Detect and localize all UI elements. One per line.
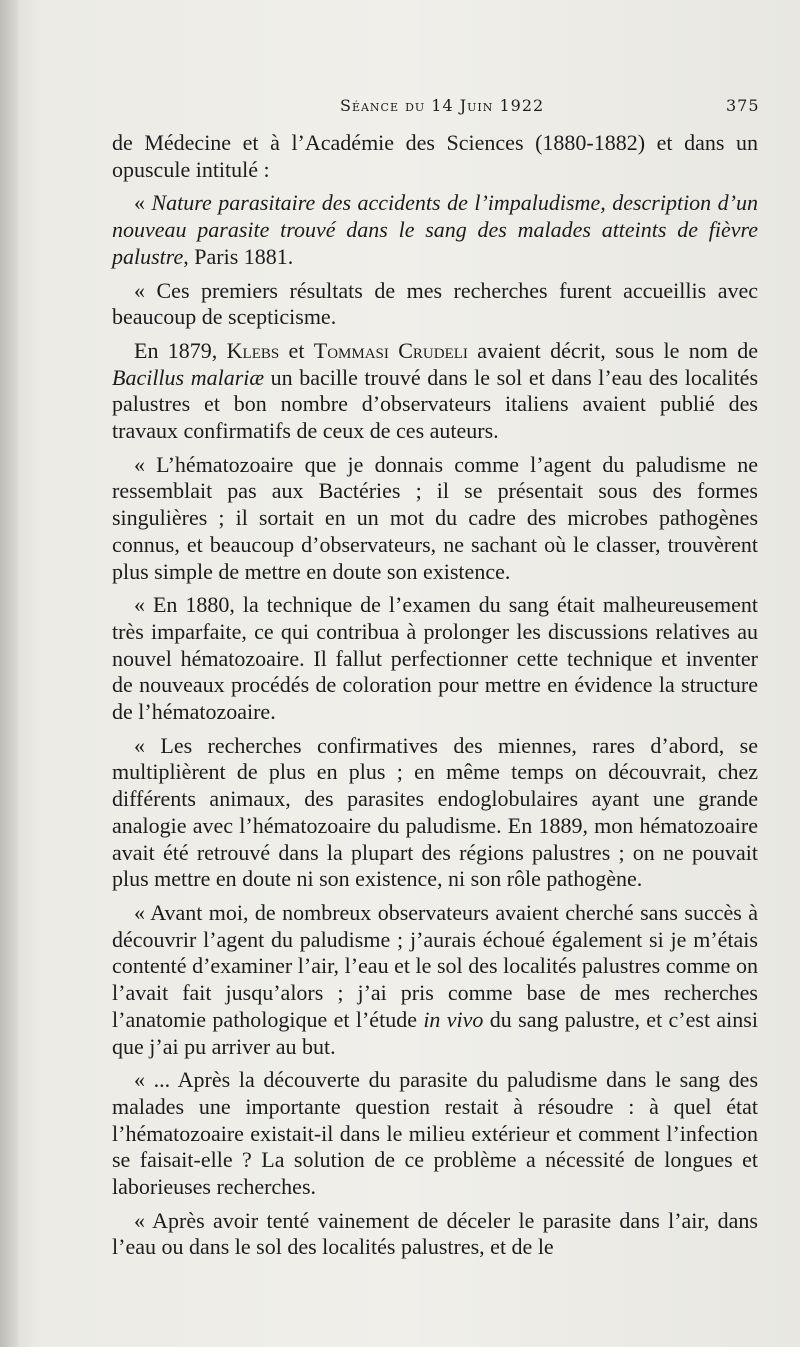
author-klebs: Klebs (226, 337, 280, 363)
in-vivo-term: in vivo (423, 1006, 484, 1032)
page-number: 375 (726, 96, 760, 115)
paragraph-2: « Nature parasitaire des accidents de l’impaludisme, description d’un nouveau parasite trouvé dans le sang des malades atteints de fièvre palustre, Paris 1881. (112, 190, 758, 269)
paragraph-5: « L’hématozoaire que je donnais comme l’agent du paludisme ne ressemblait pas aux Bactéries ; il se présentait sous des formes singulières ; il sortait en un mot du cadre des microbes pathogènes connus, et beaucoup d’observateurs, ne sachant où le classer, trouvèrent plus simple de mettre en doute son existence. (112, 451, 758, 584)
paragraph-3: « Ces premiers résultats de mes recherches furent accueillis avec beaucoup de scepticisme. (112, 277, 758, 330)
paragraph-9: « ... Après la découverte du parasite du paludisme dans le sang des malades une importante question restait à résoudre : à quel état l’hématozoaire existait-il dans le milieu extérieur et comment l’infection se faisait-elle ? La solution de ce problème a nécessité de longues et laborieuses recherches. (112, 1067, 758, 1200)
paragraph-7: « Les recherches confirmatives des miennes, rares d’abord, se multiplièrent de plus en plus ; en même temps on découvrait, chez différents animaux, des parasites endoglobulaires ayant une grande analogie avec l’hématozoaire du paludisme. En 1889, mon hématozoaire avait été retrouvé dans la plupart des régions palustres ; on ne pouvait plus mettre en doute ni son existence, ni son rôle pathogène. (112, 732, 758, 892)
author-tommasi-crudeli: Tommasi Crudeli (313, 337, 468, 363)
paragraph-1: de Médecine et à l’Académie des Sciences (1880-1882) et dans un opuscule intitulé : (112, 130, 758, 182)
paragraph-6: « En 1880, la technique de l’examen du sang était malheureusement très imparfaite, ce qui contribua à prolonger les discussions relatives au nouvel hématozoaire. Il fallut perfectionner cette technique et inventer de nouveaux procédés de coloration pour mettre en évidence la structure de l’hématozoaire. (112, 592, 758, 725)
paragraph-8: « Avant moi, de nombreux observateurs avaient cherché sans succès à découvrir l’agent du paludisme ; j’aurais échoué également si je m’étais contenté d’examiner l’air, l’eau et le sol des localités palustres comme on l’avait fait jusqu’alors ; j’ai pris comme base de mes recherches l’anatomie pathologique et l’étude in vivo du sang palustre, et c’est ainsi que j’ai pu arriver au but. (112, 899, 758, 1059)
paragraph-10: « Après avoir tenté vainement de déceler le parasite dans l’air, dans l’eau ou dans le sol des localités palustres, et de le (112, 1207, 758, 1260)
paragraph-4: En 1879, Klebs et Tommasi Crudeli avaient décrit, sous le nom de Bacillus malariæ un bacille trouvé dans le sol et dans l’eau des localités palustres et bon nombre d’observateurs italiens avaient publié des travaux confirmatifs de ceux de ces auteurs. (112, 337, 759, 444)
species-name: Bacillus malariæ (112, 364, 265, 390)
page-gutter-shadow (0, 0, 18, 1347)
body-text (112, 130, 758, 1268)
running-title: Séance du 14 Juin 1922 (340, 96, 545, 115)
book-title: Nature parasitaire des accidents de l’impaludisme, description d’un nouveau parasite trouvé dans le sang des malades atteints de fièvre palustre (112, 190, 758, 269)
